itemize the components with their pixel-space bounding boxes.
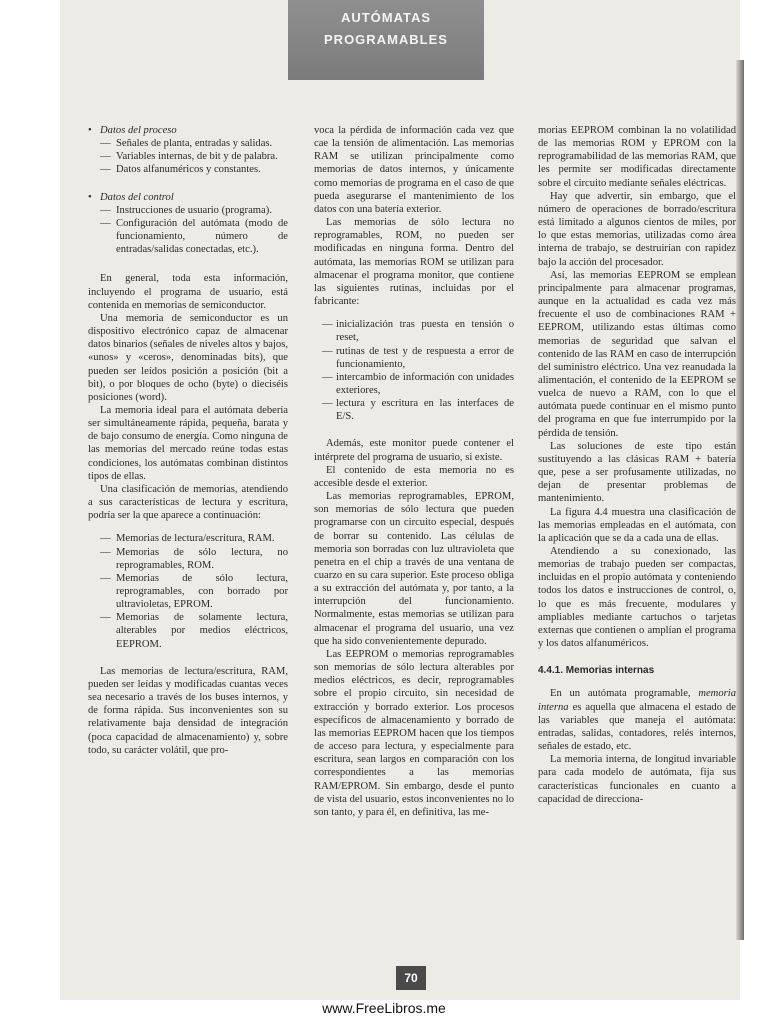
paragraph: En general, toda esta información, incluyendo el programa de usuario, está contenida en memorias de semiconductor. [88,273,288,311]
text-column-2 [314,124,514,819]
list-item: — Señales de planta, entradas y salidas. [88,137,288,150]
emphasis-term: memoria interna [538,688,736,713]
paragraph: El contenido de esta memoria no es accesible desde el exterior. [314,464,514,489]
paragraph: voca la pérdida de información cada vez que cae la tensión de alimentación. Las memorias RAM se utilizan principalmente como memorias de datos internos, y únicamente como memorias de programa en el caso de que pueda asegurarse el mantenimiento de los datos con una batería exterior. [314,125,514,215]
paragraph: Una memoria de semiconductor es un dispositivo electrónico capaz de almacenar datos binarios (señales de niveles altos y bajos, «unos» y «ceros», denominadas bits), que pueden ser leídos posición a posición (bit a bit), o por bloques de ocho (byte) o dieciséis posiciones (word). [88,312,288,403]
paragraph: Hay que advertir, sin embargo, que el número de operaciones de borrado/escritura está limitado a algunos cientos de miles, por lo que estas memorias, utilizadas como área interna de trabajo, se destruirían con rapidez bajo la acción del procesador. [538,190,736,268]
text-column-3 [538,124,736,806]
page-number: 70 [396,966,426,990]
list-datos-control [88,204,288,257]
list-item: — lectura y escritura en las interfaces de E/S. [314,397,514,423]
list-item: — Variables internas, de bit y de palabra. [88,150,288,163]
list-item: — inicialización tras puesta en tensión o reset, [314,318,514,344]
list-item: — Memorias de lectura/escritura, RAM. [88,532,288,545]
list-item: — Memorias de sólo lectura, no reprogramables, ROM. [88,546,288,572]
section-title: 4.4.1. Memorias internas [538,665,655,677]
list-item: — Memorias de solamente lectura, alterables por medios eléctricos, EEPROM. [88,611,288,650]
list-item: — Configuración del autómata (modo de funcionamiento, número de entradas/salidas conectadas, etc.). [88,217,288,256]
paragraph: La figura 4.4 muestra una clasificación de las memorias empleadas en el autómata, con la aplicación que se da a cada una de ellas. [538,506,736,544]
list-item: — intercambio de información con unidades exteriores, [314,371,514,397]
paragraph: Las memorias reprogramables, EPROM, son memorias de sólo lectura que pueden programarse con un circuito especial, después de borrar su contenido. Las células de memoria son borradas con luz ultravioleta que penetra en el chip a través de una ventana de cuarzo en su cara superior. Este proceso obliga a su extracción del autómata y, por tanto, a la interrupción del funcionamiento. Normalmente, estas memorias se utilizan para almacenar el programa del usuario, una vez que ha sido convenientemente depurado. [314,491,514,647]
list-monitor-routines [314,318,514,423]
paragraph: Las memorias de lectura/escritura, RAM, pueden ser leídas y modificadas cuantas veces sea necesario a través de los buses internos, y de forma rápida. Sus inconvenientes son su relativamente baja densidad de integración (poca capacidad de almacenamiento) y, sobre todo, su carácter volátil, que pro- [88,665,288,756]
bullet-datos-control: • Datos del control [88,191,174,203]
paragraph: La memoria ideal para el autómata debería ser simultáneamente rápida, pequeña, barata y de bajo consumo de energía. Como ninguna de las memorias del mercado reúne todas estas condiciones, los autómatas combinan distintos tipos de ellas. [88,404,288,482]
paragraph: Así, las memorias EEPROM se emplean principalmente para almacenar programas, aunque en la actualidad es cada vez más frecuente el uso de combinaciones RAM + EEPROM, utilizando estas últimas como memorias de seguridad que salvan el contenido de las RAM en caso de interrupción del suministro eléctrico. Una vez reanudada la alimentación, el contenido de la EEPROM se vuelca de nuevo a RAM, con lo que el autómata puede continuar en el mismo punto del programa en que fue interrumpido por la pérdida de tensión. [538,269,736,439]
text-column-1 [88,124,288,757]
paragraph: Una clasificación de memorias, atendiendo a sus características de lectura y escritura, podría ser la que aparece a continuación: [88,483,288,522]
list-item: — rutinas de test y de respuesta a error de funcionamiento, [314,345,514,371]
list-datos-proceso [88,137,288,176]
paragraph: Atendiendo a su conexionado, las memorias de trabajo pueden ser compactas, incluidas en el propio autómata y conteniendo todos los datos e instrucciones de control, o, lo que es más frecuente, modulares y ampliables mediante cartuchos o tarjetas externas que contienen o amplían el programa y los datos alfanuméricos. [538,546,736,650]
paragraph: Las memorias de sólo lectura no reprogramables, ROM, no pueden ser modificadas en ninguna forma. Dentro del autómata, las memorias ROM se utilizan para almacenar el programa monitor, que contiene las siguientes rutinas, incluidas por el fabricante: [314,217,514,308]
paragraph: morias EEPROM combinan la no volatilidad de las memorias ROM y EPROM con la reprogramabilidad de las memorias RAM, que les permite ser modificadas directamente sobre el circuito mediante señales eléctricas. [538,125,736,189]
list-memory-types [88,532,288,650]
paragraph: Además, este monitor puede contener el intérprete del programa de usuario, si existe. [314,438,514,463]
bullet-datos-proceso: • Datos del proceso [88,125,177,136]
page-binding-shadow [736,60,744,940]
paragraph: En un autómata programable, memoria interna es aquella que almacena el estado de las variables que maneja el autómata: entradas, salidas, contadores, relés internos, señales de estado, etc. [538,688,736,753]
header-title-line2: PROGRAMABLES [324,32,448,47]
header-title-line1: AUTÓMATAS [340,10,432,25]
list-item: — Instrucciones de usuario (programa). [88,204,288,217]
list-item: — Memorias de sólo lectura, reprogramables, con borrado por ultravioletas, EPROM. [88,572,288,611]
paragraph: Las soluciones de este tipo están sustituyendo a las clásicas RAM + batería que, pese a ser profusamente utilizadas, no dejan de presentar problemas de mantenimiento. [538,440,736,505]
list-item: — Datos alfanuméricos y constantes. [88,163,288,176]
paragraph: La memoria interna, de longitud invariable para cada modelo de autómata, fija sus características funcionales en cuanto a capacidad de direcciona- [538,754,736,805]
footer-watermark: www.FreeLibros.me [322,1000,446,1016]
chapter-header [288,0,484,80]
paragraph: Las EEPROM o memorias reprogramables son memorias de sólo lectura alterables por medios eléctricos, es decir, reprogramables sobre el propio circuito, sin necesidad de extracción y borrado exterior. Los procesos específicos de almacenamiento y borrado de las memorias EEPROM hacen que los tiempos de acceso para lectura, y especialmente para escritura, sean largos en comparación con los correspondientes a las memorias RAM/EPROM. Sin embargo, desde el punto de vista del usuario, estos inconvenientes no lo son tanto, y para él, en definitiva, las me- [314,648,514,818]
